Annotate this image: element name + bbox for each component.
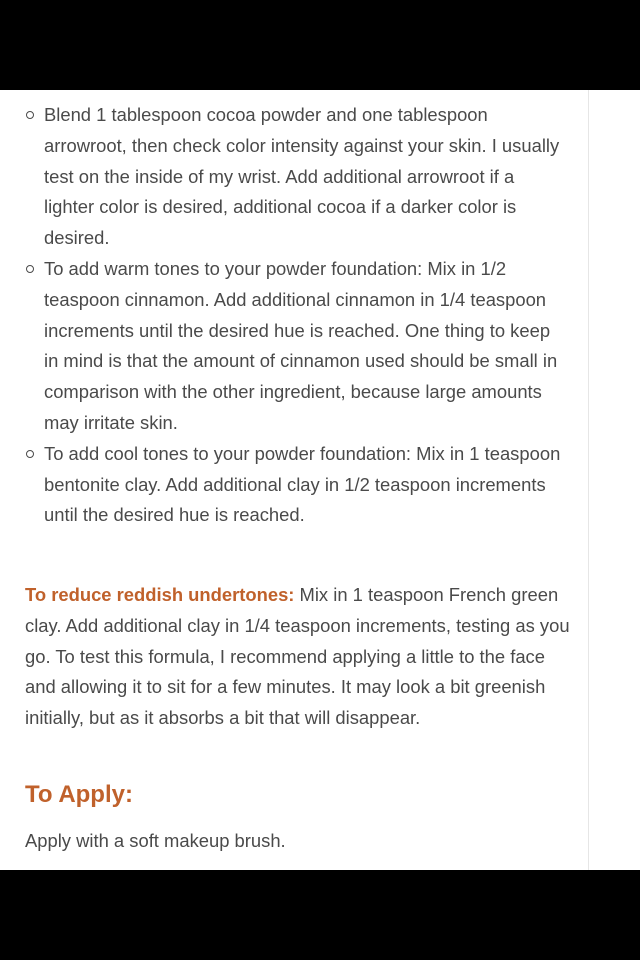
list-item-text: To add warm tones to your powder foundation: Mix in 1/2 teaspoon cinnamon. Add additional cinnamon in 1/4 teaspoon increments until the desired hue is reached. One thing to keep in mind is that the amount of cinnamon used should be small in comparison with the other ingredient, because large amounts may irritate skin. [44, 257, 558, 433]
hollow-circle-bullet-icon [26, 450, 34, 458]
reddish-undertones-text: Mix in 1 teaspoon French green clay. Add additional clay in 1/4 teaspoon increments, testing as you go. To test this formula, I recommend applying a little to the face and allowing it to sit for a few minutes. It may look a bit greenish initially, but as it absorbs a bit that will disappear. [25, 584, 570, 729]
list-item [0, 100, 588, 254]
article-content [0, 90, 640, 870]
list-item [0, 254, 588, 439]
bottom-black-bar [0, 870, 640, 960]
reddish-undertones-paragraph [25, 580, 573, 734]
hollow-circle-bullet-icon [26, 265, 34, 273]
list-item-text: Blend 1 tablespoon cocoa powder and one tablespoon arrowroot, then check color intensity against your skin. I usually test on the inside of my wrist. Add additional arrowroot if a lighter color is desired, additional cocoa if a darker color is desired. [44, 104, 560, 249]
apply-instructions: Apply with a soft makeup brush. [25, 830, 286, 851]
reddish-undertones-label: To reduce reddish undertones: [25, 584, 295, 605]
top-black-bar [0, 0, 640, 90]
hollow-circle-bullet-icon [26, 111, 34, 119]
list-item [0, 439, 588, 531]
to-apply-heading: To Apply: [25, 781, 133, 808]
list-item-text: To add cool tones to your powder foundation: Mix in 1 teaspoon bentonite clay. Add additional clay in 1/2 teaspoon increments until the desired hue is reached. [44, 442, 561, 526]
bullet-list [0, 100, 588, 531]
content-right-border [588, 90, 589, 870]
